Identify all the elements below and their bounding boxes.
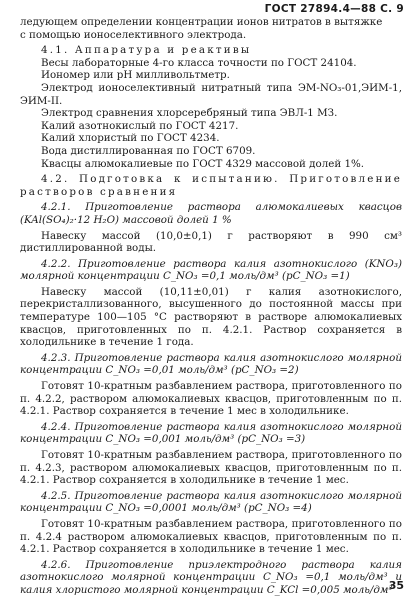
section-4-2-4-text: Готовят 10-кратным разбавлением раствора, приготовленного по п. 4.2.3, раствором алюмокалиевых квасцов, приготовленным по п. 4.2.1. Раствор сохраняется в холодильнике в течение 1 мес. bbox=[20, 449, 402, 487]
section-4-2-5-text: Готовят 10-кратным разбавлением раствора, приготовленного по п. 4.2.4 раствором алюмокалиевых квасцов, приготовленным по п. 4.2.1. Раствор сохраняется в холодильнике в течение 1 мес. bbox=[20, 517, 402, 556]
page-number: 35 bbox=[388, 579, 404, 593]
section-4-2-6-heading: 4.2.6. Приготовление приэлектродного раствора калия азотнокислого молярной концентрации C_NO₃ =0,1 моль/дм³ и калия хлористого молярной концентрации C_KCl =0,005 моль/дм³ bbox=[20, 558, 402, 596]
reagent-alum: Квасцы алюмокалиевые по ГОСТ 4329 массовой долей 1%. bbox=[41, 157, 365, 170]
reagent-potassium-nitrate: Калий азотнокислый по ГОСТ 4217. bbox=[41, 119, 239, 132]
equipment-scales: Весы лабораторные 4-го класса точности по ГОСТ 24104. bbox=[41, 56, 357, 69]
section-4-2-1-text: Навеску массой (10,0±0,1) г растворяют в 990 см³ дистиллированной воды. bbox=[20, 229, 402, 255]
section-4-2-heading: 4.2. Подготовка к испытанию. Приготовление растворов сравнения bbox=[20, 173, 402, 198]
section-4-2-3-heading: 4.2.3. Приготовление раствора калия азотнокислого молярной концентрации C_NO₃ =0,01 моль/дм³ (pC_NO₃ =2) bbox=[20, 351, 402, 377]
reagent-water: Вода дистиллированная по ГОСТ 6709. bbox=[41, 144, 256, 157]
equipment-ionomer: Иономер или pH милливольтметр. bbox=[41, 69, 230, 82]
section-4-2-5-heading: 4.2.5. Приготовление раствора калия азотнокислого молярной концентрации C_NO₃ =0,0001 моль/дм³ (pC_NO₃ =4) bbox=[20, 489, 402, 515]
document-body bbox=[20, 16, 402, 597]
section-4-2-2-heading: 4.2.2. Приготовление раствора калия азотнокислого (KNO₃) молярной концентрации C_NO₃ =0,1 моль/дм³ (pC_NO₃ =1) bbox=[20, 257, 402, 283]
reagent-potassium-chloride: Калий хлористый по ГОСТ 4234. bbox=[41, 132, 220, 145]
page-header: ГОСТ 27894.4—88 С. 9 bbox=[264, 3, 404, 15]
section-4-2-4-heading: 4.2.4. Приготовление раствора калия азотнокислого молярной концентрации C_NO₃ =0,001 моль/дм³ (pC_NO₃ =3) bbox=[20, 420, 402, 446]
section-4-2-3-text: Готовят 10-кратным разбавлением раствора, приготовленного по п. 4.2.2, раствором алюмокалиевых квасцов, приготовленным по п. 4.2.1. Раствор сохраняется в течение 1 мес в холодильнике. bbox=[20, 380, 402, 418]
paragraph-continuation: ледующем определении концентрации ионов нитратов в вытяжке с помощью ионоселективного электрода. bbox=[20, 16, 383, 41]
section-4-2-2-text: Навеску массой (10,11±0,01) г калия азотнокислого, перекристаллизованного, высушенного до постоянной массы при температуре 100—105 °С растворяют в растворе алюмокалиевых квасцов, приготовленных по п. 4.2.1. Раствор сохраняется в холодильнике в течение 1 года. bbox=[20, 285, 402, 349]
equipment-electrode-reference: Электрод сравнения хлорсеребряный типа ЭВЛ-1 МЗ. bbox=[41, 107, 338, 120]
equipment-electrode-nitrate: Электрод ионоселективный нитратный типа ЭМ-NO₃-01,ЭИМ-1, ЭИМ-II. bbox=[20, 81, 402, 107]
section-4-2-1-heading: 4.2.1. Приготовление раствора алюмокалиевых квасцов (KAl(SO₄)₂·12 H₂O) массовой долей 1 % bbox=[20, 201, 402, 226]
section-4-1-heading: 4.1. Аппаратура и реактивы bbox=[41, 44, 252, 57]
